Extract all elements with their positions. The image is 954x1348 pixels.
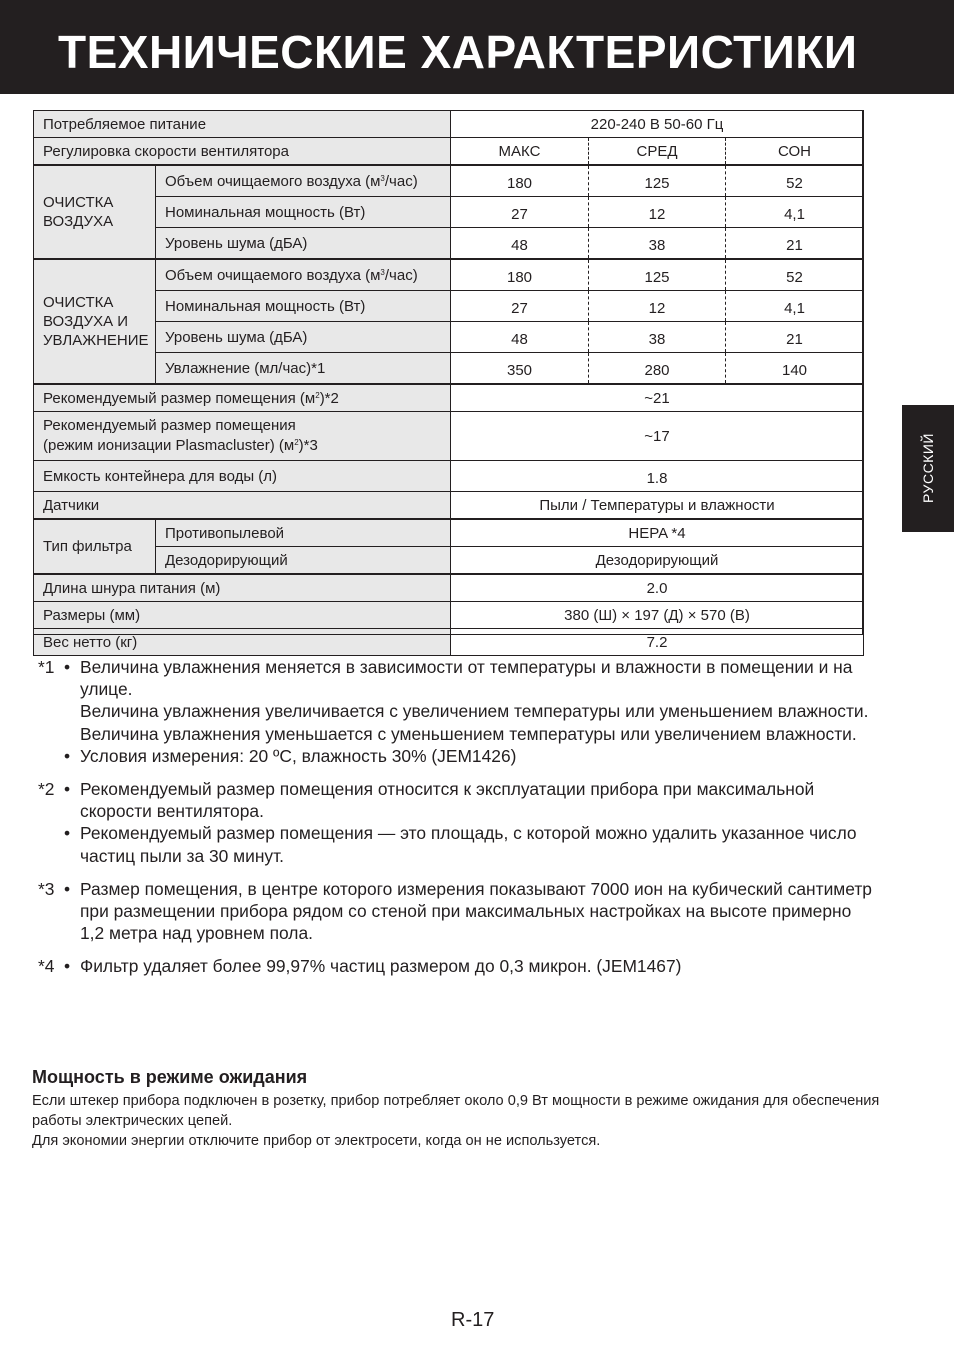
- fan-mode-mid: СРЕД: [589, 138, 726, 166]
- spec-value: 180: [451, 259, 589, 291]
- spec-value: 7.2: [451, 629, 864, 656]
- spec-value: Дезодорирующий: [451, 547, 864, 575]
- bullet: •: [64, 779, 71, 800]
- spec-value: 27: [451, 197, 589, 228]
- spec-value: 180: [451, 165, 589, 197]
- table-row: [34, 291, 864, 322]
- spec-value: 2.0: [451, 574, 864, 602]
- table-row: [34, 412, 864, 461]
- bullet: •: [64, 823, 71, 844]
- page-title: ТЕХНИЧЕСКИЕ ХАРАКТЕРИСТИКИ: [58, 26, 858, 78]
- spec-value: 220-240 В 50-60 Гц: [451, 111, 864, 138]
- spec-value: 52: [726, 165, 864, 197]
- footnote-text: Величина увлажнения меняется в зависимости от температуры и влажности в помещении и на улице.: [80, 657, 853, 700]
- bullet: •: [64, 956, 71, 977]
- table-row: [34, 547, 864, 575]
- page-header: [0, 0, 954, 94]
- table-row: [34, 461, 864, 492]
- table-row: [34, 138, 864, 166]
- spec-value: 280: [589, 353, 726, 385]
- spec-label: Рекомендуемый размер помещения (режим ионизации Plasmacluster) $(м^2)*3$: [34, 412, 451, 461]
- table-row: [34, 165, 864, 197]
- bullet: •: [64, 745, 71, 766]
- language-tab: [902, 405, 954, 532]
- table-row: [34, 322, 864, 353]
- spec-value: ~17: [451, 412, 864, 461]
- spec-value: 48: [451, 228, 589, 260]
- footnote-text: Условия измерения: 20 ºC, влажность 30% (JEM1426): [80, 745, 517, 766]
- footnote-text: Рекомендуемый размер помещения относится к эксплуатации прибора при максимальной скорости вентилятора.: [80, 779, 815, 822]
- page-number: R-17: [451, 1309, 495, 1331]
- spec-value: 48: [451, 322, 589, 353]
- spec-label: Вес нетто (кг): [34, 629, 451, 656]
- spec-label: Уровень шума (дБА): [156, 322, 451, 353]
- table-row: [34, 259, 864, 291]
- spec-label: Рекомендуемый размер помещения $(м^2)*2$: [34, 384, 451, 412]
- spec-label: Номинальная мощность (Вт): [156, 291, 451, 322]
- spec-value: 21: [726, 322, 864, 353]
- table-row: [34, 492, 864, 520]
- group-label-humid: ОЧИСТКА ВОЗДУХА И УВЛАЖНЕНИЕ: [34, 259, 156, 384]
- footnote-mark: *4: [38, 956, 55, 977]
- footnote-2: [38, 778, 878, 867]
- spec-value: 12: [589, 197, 726, 228]
- spec-value: 4,1: [726, 197, 864, 228]
- table-row: [34, 519, 864, 547]
- footnote-mark: *1: [38, 657, 55, 677]
- spec-value: Пыли / Температуры и влажности: [451, 492, 864, 520]
- footnotes: [38, 656, 878, 989]
- footnote-text: Величина увлажнения увеличивается с увеличением температуры или уменьшением влажности.: [80, 701, 869, 722]
- spec-value: 52: [726, 259, 864, 291]
- spec-value: 380 (Ш) × 197 (Д) × 570 (В): [451, 602, 864, 629]
- footnote-3: [38, 878, 878, 945]
- footnote-text: Величина увлажнения уменьшается с уменьшением температуры или увеличением влажности.: [80, 723, 857, 744]
- spec-value: 21: [726, 228, 864, 260]
- footnote-4: [38, 955, 878, 977]
- footnote-text: Размер помещения, в центре которого измерения показывают 7000 ион на кубический сантиметр при размещении прибора рядом со стеной при максимальных настройках на высоте примерно 1,2 метра над уровнем пола.: [80, 878, 872, 944]
- spec-value: 38: [589, 322, 726, 353]
- spec-label: Номинальная мощность (Вт): [156, 197, 451, 228]
- spec-label: Датчики: [34, 492, 451, 520]
- spec-table: [33, 110, 864, 656]
- spec-value: 4,1: [726, 291, 864, 322]
- spec-label: Уровень шума (дБА): [156, 228, 451, 260]
- footnote-text: Рекомендуемый размер помещения — это площадь, с которой можно удалить указанное число частиц пыли за 30 минут.: [80, 823, 857, 866]
- bullet: •: [64, 878, 71, 899]
- spec-value: 1.8: [451, 461, 864, 492]
- spec-label: Дезодорирующий: [156, 547, 451, 575]
- standby-paragraph: Для экономии энергии отключите прибор от электросети, когда он не используется.: [32, 1133, 601, 1149]
- table-row: [34, 197, 864, 228]
- spec-value: ~21: [451, 384, 864, 412]
- standby-paragraph: Если штекер прибора подключен в розетку, прибор потребляет около 0,9 Вт мощности в режиме ожидания для обеспечения работы электрических цепей.: [32, 1093, 880, 1129]
- spec-value: 38: [589, 228, 726, 260]
- spec-label: Объем очищаемого воздуха $(м^3/час)$: [156, 165, 451, 197]
- spec-value: 125: [589, 259, 726, 291]
- bullet: •: [64, 657, 71, 677]
- spec-value: 140: [726, 353, 864, 385]
- table-row: [34, 629, 864, 656]
- spec-label: Длина шнура питания (м): [34, 574, 451, 602]
- spec-label: Объем очищаемого воздуха $(м^3/час)$: [156, 259, 451, 291]
- spec-value: 27: [451, 291, 589, 322]
- table-row: [34, 228, 864, 260]
- group-label-air: ОЧИСТКА ВОЗДУХА: [34, 165, 156, 259]
- table-row: [34, 111, 864, 138]
- fan-mode-sleep: СОН: [726, 138, 864, 166]
- spec-value: 125: [589, 165, 726, 197]
- footnote-mark: *3: [38, 878, 55, 899]
- standby-section: [32, 1066, 892, 1151]
- spec-value: 12: [589, 291, 726, 322]
- spec-label: Увлажнение (мл/час)*1: [156, 353, 451, 385]
- spec-label: Потребляемое питание: [34, 111, 451, 138]
- spec-label: Размеры (мм): [34, 602, 451, 629]
- spec-label: Регулировка скорости вентилятора: [34, 138, 451, 166]
- standby-title: Мощность в режиме ожидания: [32, 1067, 308, 1087]
- spec-label: Противопылевой: [156, 519, 451, 547]
- table-row: [34, 384, 864, 412]
- spec-label: Емкость контейнера для воды (л): [34, 461, 451, 492]
- group-label-filter: Тип фильтра: [34, 519, 156, 574]
- footnote-text: Фильтр удаляет более 99,97% частиц размером до 0,3 микрон. (JEM1467): [80, 956, 682, 977]
- footnote-mark: *2: [38, 779, 55, 800]
- table-row: [34, 574, 864, 602]
- language-tab-label: РУССКИЙ: [920, 433, 936, 503]
- table-row: [34, 602, 864, 629]
- footnote-1: [38, 656, 878, 767]
- table-row: [34, 353, 864, 385]
- spec-value: HEPA *4: [451, 519, 864, 547]
- spec-value: 350: [451, 353, 589, 385]
- fan-mode-max: МАКС: [451, 138, 589, 166]
